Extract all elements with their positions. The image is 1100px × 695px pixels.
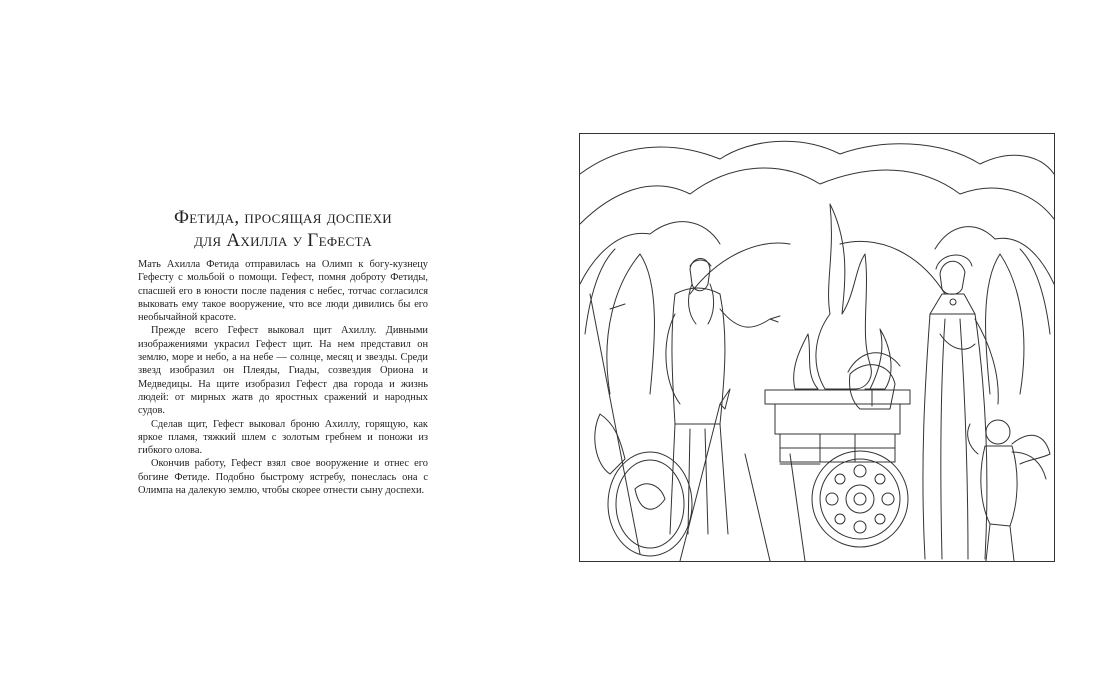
title-line-2: для Ахилла у Гефеста	[194, 230, 372, 251]
paragraph: Сделав щит, Гефест выковал броню Ахиллу, горящую, как яркое пламя, тяжкий шлем с золотым гребнем и поножи из гибкого олова.	[138, 418, 428, 457]
cupid-figure	[968, 420, 1050, 561]
weapons-pile	[590, 294, 820, 561]
forge-fire	[794, 204, 891, 389]
decorated-shield	[812, 451, 908, 547]
page-title	[138, 206, 428, 252]
cave-walls	[580, 141, 1054, 394]
paragraph: Прежде всего Гефест выковал щит Ахиллу. Дивными изображениями украсил Гефест щит. На нем представил он землю, море и небо, а на небе — солнце, месяц и звезды. Среди звезд изобразил он Плеяды, Гиады, созвездия Ориона и Медведицы. На щите изобразил Гефест два города и жизнь людей: от мирных жатв до яростных сражений и народных судов.	[138, 325, 428, 417]
coloring-illustration	[579, 133, 1055, 562]
forge-altar	[765, 390, 910, 462]
title-line-1: Фетида, просящая доспехи	[173, 207, 393, 228]
paragraph: Мать Ахилла Фетида отправилась на Олимп к богу-кузнецу Гефесту с мольбой о помощи. Гефест, помня доброту Фетиды, спасшей его в юности после падения с небес, тотчас согласился выковать ему такое вооружение, что все люди дивились бы его необычайной красоте.	[138, 259, 428, 324]
paragraph: Окончив работу, Гефест взял свое вооружение и отнес его богине Фетиде. Подобно быстрому ястребу, понеслась она с Олимпа на далекую землю, чтобы скорее отнести сыну доспехи.	[138, 458, 428, 497]
story-text	[138, 258, 428, 497]
